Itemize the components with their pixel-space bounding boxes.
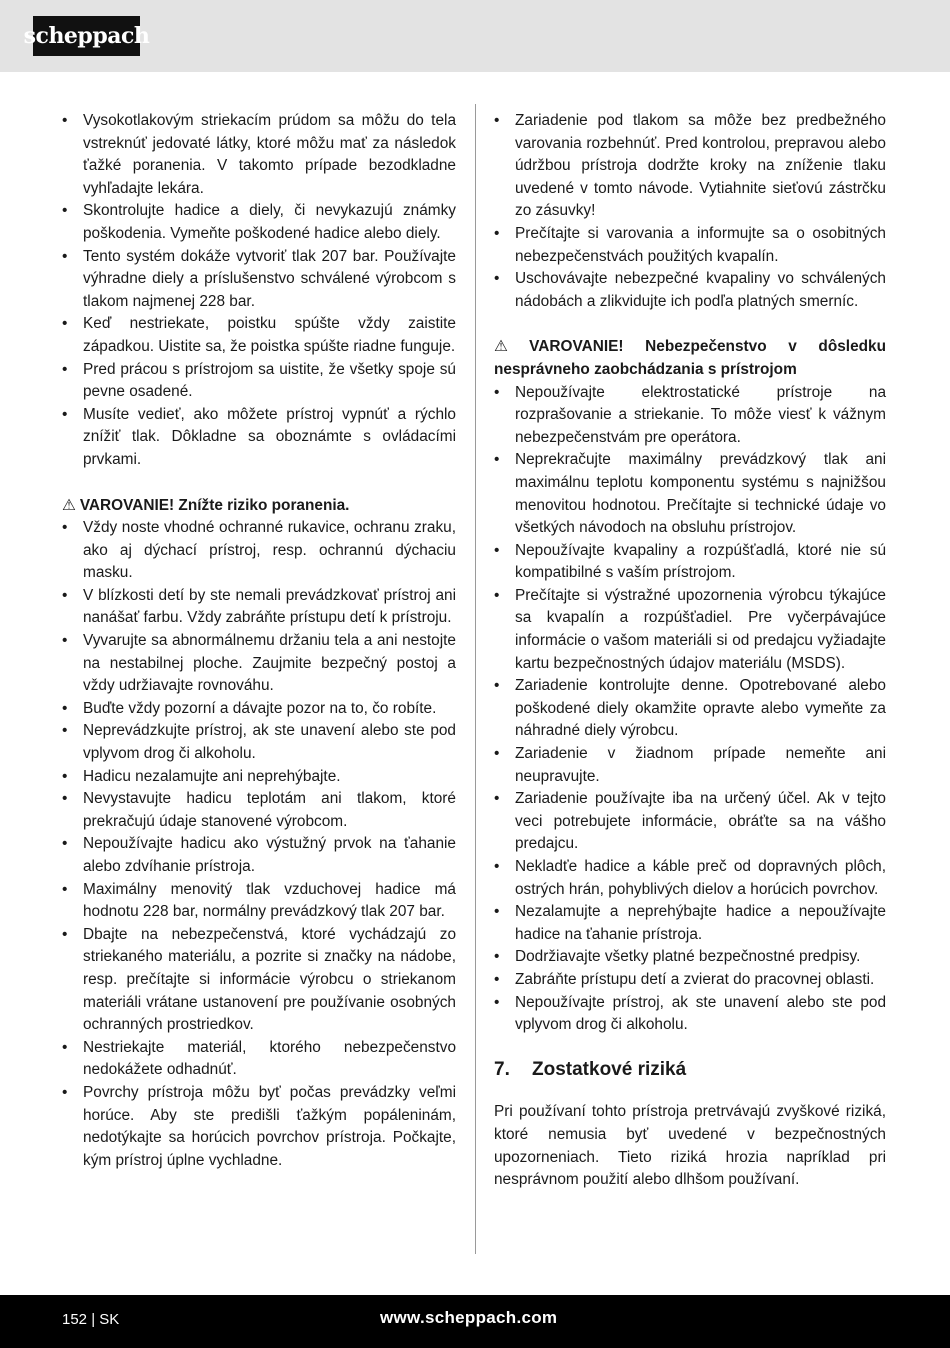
list-item: • Zabráňte prístupu detí a zvierat do pracovnej oblasti. bbox=[494, 969, 886, 992]
list-item: • V blízkosti detí by ste nemali prevádzkovať prístroj ani nanášať farbu. Vždy zabráňte prístupu detí k prístroju. bbox=[62, 585, 456, 630]
list-item: • Hadicu nezalamujte ani neprehýbajte. bbox=[62, 766, 456, 789]
warning-heading-text: VAROVANIE! Nebezpečenstvo v dôsledku nesprávneho zaobchádzania s prístrojom bbox=[494, 338, 886, 378]
footer-bar bbox=[0, 1295, 950, 1348]
list-item: • Nekladťe hadice a káble preč od dopravných plôch, ostrých hrán, pohyblivých dielov a horúcich povrchov. bbox=[494, 856, 886, 901]
list-item: • Zariadenie v žiadnom prípade nemeňte ani neupravujte. bbox=[494, 743, 886, 788]
section-number: 7. bbox=[494, 1058, 510, 1080]
list-item: • Maximálny menovitý tlak vzduchovej hadice má hodnotu 228 bar, normálny prevádzkový tlak 207 bar. bbox=[62, 879, 456, 924]
list-item: • Nevystavujte hadicu teplotám ani tlakom, ktoré prekračujú údaje stanovené výrobcom. bbox=[62, 788, 456, 833]
list-item: • Nepoužívajte hadicu ako výstužný prvok na ťahanie alebo zdvíhanie prístroja. bbox=[62, 833, 456, 878]
list-item: • Zariadenie používajte iba na určený účel. Ak v tejto veci potrebujete informácie, obráťte sa na vášho predajcu. bbox=[494, 788, 886, 856]
list-item: • Tento systém dokáže vytvoriť tlak 207 bar. Používajte výhradne diely a príslušenstvo schválené výrobcom s tlakom najmenej 228 bar. bbox=[62, 246, 456, 314]
list-item: • Nepoužívajte kvapaliny a rozpúšťadlá, ktoré nie sú kompatibilné s vaším prístrojom. bbox=[494, 540, 886, 585]
warning-heading bbox=[494, 336, 886, 381]
section-paragraph: Pri používaní tohto prístroja pretrvávajú zvyškové riziká, ktoré nemusia byť uvedené v bezpečnostných upozorneniach. Tieto riziká hrozia napríklad pri nesprávnom použití alebo dlhšom používaní. bbox=[494, 1103, 886, 1189]
list-item: • Povrchy prístroja môžu byť počas prevádzky veľmi horúce. Aby ste predišli ťažkým popáleninám, nedotýkajte sa horúcich povrchov prístroja. Počkajte, kým prístroj úplne vychladne. bbox=[62, 1082, 456, 1172]
page-label bbox=[62, 1311, 119, 1328]
list-item: • Nestriekajte materiál, ktorého nebezpečenstvo nedokážete odhadnúť. bbox=[62, 1037, 456, 1082]
left-bullet-list-2 bbox=[62, 517, 456, 1172]
list-item: • Keď nestriekate, poistku spúšte vždy zaistite západkou. Uistite sa, že poistka spúšte riadne funguje. bbox=[62, 313, 456, 358]
list-item: • Nezalamujte a neprehýbajte hadice a nepoužívajte hadice na ťahanie prístroja. bbox=[494, 901, 886, 946]
language-code: SK bbox=[99, 1311, 120, 1328]
left-bullet-list-1 bbox=[62, 110, 456, 472]
right-bullet-list-1 bbox=[494, 110, 886, 313]
list-item: • Musíte vedieť, ako môžete prístroj vypnúť a rýchlo znížiť tlak. Dôkladne sa oboznámte s ovládacími prvkami. bbox=[62, 404, 456, 472]
section-heading bbox=[494, 1059, 886, 1082]
list-item: • Pred prácou s prístrojom sa uistite, že všetky spoje sú pevne osadené. bbox=[62, 359, 456, 404]
list-item: • Buďte vždy pozorní a dávajte pozor na to, čo robíte. bbox=[62, 698, 456, 721]
page-separator: | bbox=[91, 1311, 96, 1328]
list-item: • Vysokotlakovým striekacím prúdom sa môžu do tela vstreknúť jedovaté látky, ktoré môžu mať za následok ťažké poranenia. V takomto prípade bezodkladne vyhľadajte lekára. bbox=[62, 110, 456, 200]
warning-icon: ⚠ bbox=[62, 496, 76, 514]
list-item: • Nepoužívajte elektrostatické prístroje na rozprašovanie a striekanie. To môže viesť k vážnym nebezpečenstvám pre operátora. bbox=[494, 382, 886, 450]
list-item: • Neprekračujte maximálny prevádzkový tlak ani maximálnu teplotu komponentu systému s najnižšou menovitou hodnotou. Prečítajte si technické údaje vo všetkých návodoch na obsluhu prístrojov. bbox=[494, 449, 886, 539]
list-item: • Skontrolujte hadice a diely, či nevykazujú známky poškodenia. Vymeňte poškodené hadice alebo diely. bbox=[62, 200, 456, 245]
right-column bbox=[494, 110, 886, 1192]
list-item: • Zariadenie pod tlakom sa môže bez predbežného varovania rozbehnúť. Pred kontrolou, prepravou alebo údržbou prístroja dodržte kroky na zníženie tlaku uvedené v tomto návode. Vytiahnite sieťovú zástrčku zo zásuvky! bbox=[494, 110, 886, 223]
website-url: www.scheppach.com bbox=[380, 1308, 558, 1327]
list-item: • Vyvarujte sa abnormálnemu držaniu tela a ani nestojte na nestabilnej ploche. Zaujmite bezpečný postoj a vždy udržiavajte rovnováhu. bbox=[62, 630, 456, 698]
left-column bbox=[62, 110, 456, 1172]
list-item: • Nepoužívajte prístroj, ak ste unavení alebo ste pod vplyvom drog či alkoholu. bbox=[494, 992, 886, 1037]
list-item: • Dbajte na nebezpečenstvá, ktoré vychádzajú zo striekaného materiálu, a pozrite si značky na nádobe, resp. prečítajte si informácie výrobcu o striekanom materiáli vrátane ustanovení pre používanie osobných ochranných prostriedkov. bbox=[62, 924, 456, 1037]
list-item: • Uschovávajte nebezpečné kvapaliny vo schválených nádobách a zlikvidujte ich podľa platných smerníc. bbox=[494, 268, 886, 313]
column-divider bbox=[475, 104, 476, 1254]
list-item: • Prečítajte si výstražné upozornenia výrobcu týkajúce sa kvapalín a rozpúšťadiel. Pre vyčerpávajúce informácie o vašom materiáli si od predajcu vyžiadajte kartu bezpečnostných údajov materiálu (MSDS). bbox=[494, 585, 886, 675]
section-title: Zostatkové riziká bbox=[532, 1058, 687, 1080]
right-bullet-list-2 bbox=[494, 382, 886, 1037]
page-number: 152 bbox=[62, 1311, 88, 1328]
warning-heading bbox=[62, 495, 456, 518]
list-item: • Vždy noste vhodné ochranné rukavice, ochranu zraku, ako aj dýchací prístroj, resp. ochrannú dýchaciu masku. bbox=[62, 517, 456, 585]
list-item: • Prečítajte si varovania a informujte sa o osobitných nebezpečenstvách použitých kvapalín. bbox=[494, 223, 886, 268]
warning-icon: ⚠ bbox=[494, 338, 526, 356]
list-item: • Neprevádzkujte prístroj, ak ste unavení alebo ste pod vplyvom drog či alkoholu. bbox=[62, 720, 456, 765]
list-item: • Dodržiavajte všetky platné bezpečnostné predpisy. bbox=[494, 946, 886, 969]
header-bar bbox=[0, 0, 950, 72]
scheppach-logo: scheppach bbox=[33, 16, 140, 56]
list-item: • Zariadenie kontrolujte denne. Opotrebované alebo poškodené diely okamžite opravte alebo vymeňte za náhradné diely výrobcu. bbox=[494, 675, 886, 743]
warning-heading-text: VAROVANIE! Znížte riziko poranenia. bbox=[79, 496, 350, 514]
